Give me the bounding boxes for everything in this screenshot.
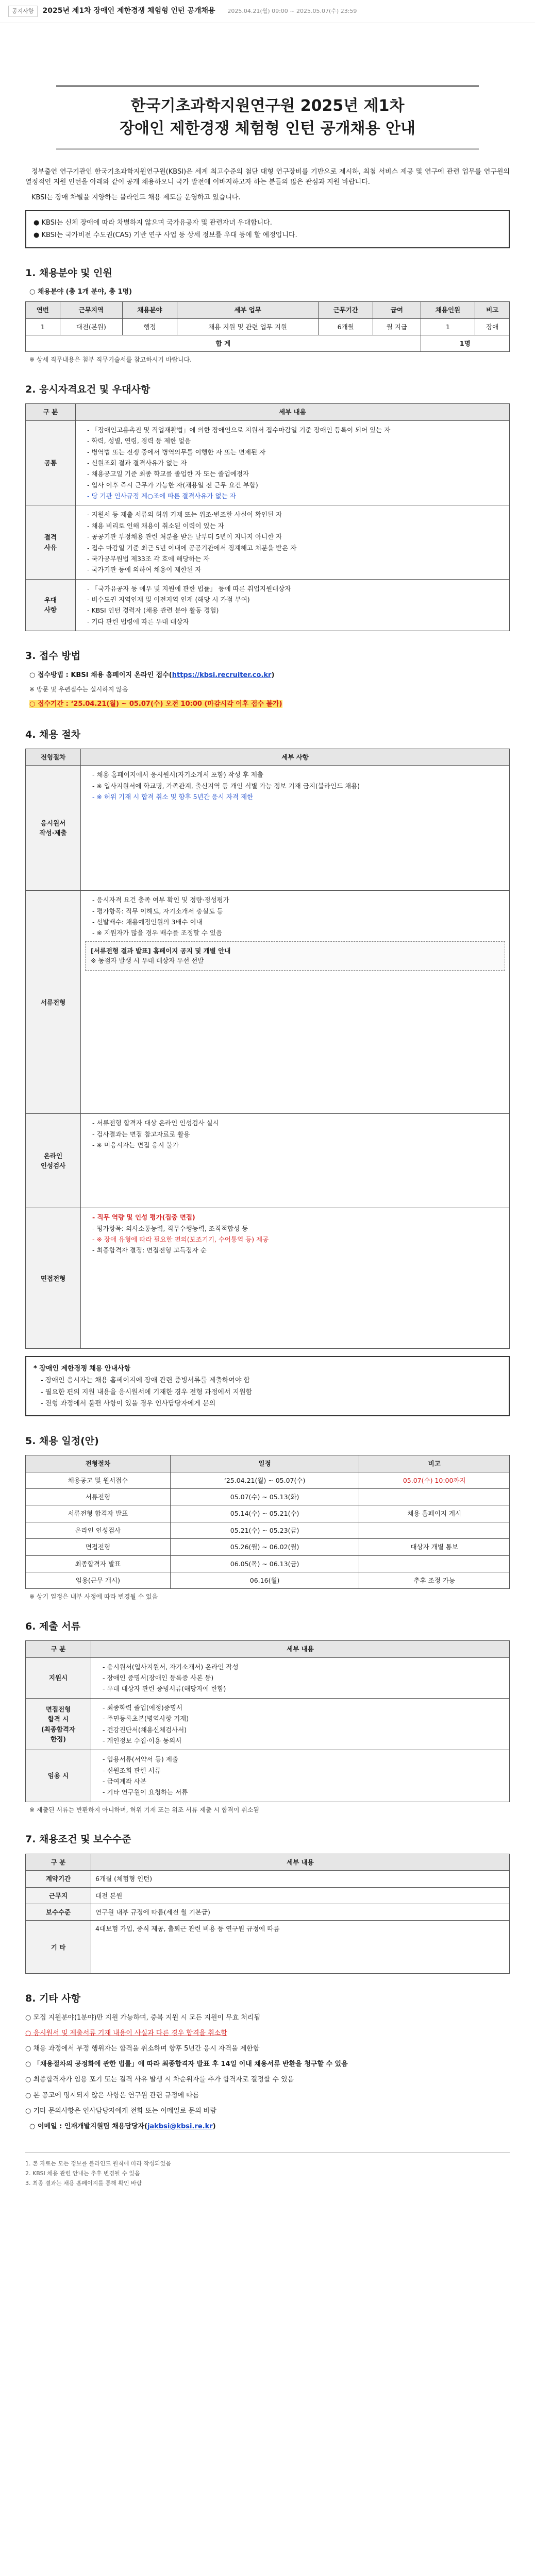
table-cell: ‘25.04.21(월) ~ 05.07(수) <box>170 1472 359 1488</box>
list-item: - 개인정보 수집·이용 동의서 <box>103 1736 505 1745</box>
section-2-title: 2. 응시자격요건 및 우대사항 <box>25 384 151 395</box>
row-label: 공통 <box>26 420 76 505</box>
table-cell <box>76 420 510 505</box>
list-item: ○ 기타 문의사항은 인사담당자에게 전화 또는 이메일로 문의 바람 <box>25 2106 510 2116</box>
list-item: ○ 본 공고에 명시되지 않은 사항은 연구원 관련 규정에 따름 <box>25 2091 510 2101</box>
table-header: 일정 <box>170 1455 359 1472</box>
table-header: 연번 <box>26 302 60 318</box>
list-item: - 입사 이후 즉시 근무가 가능한 자(채용일 전 근무 요건 부합) <box>87 480 505 490</box>
section-1-note: ※ 상세 직무내용은 첨부 직무기술서를 참고하시기 바랍니다. <box>29 356 192 364</box>
row-label: 임용 시 <box>26 1750 91 1802</box>
list-item: - 평가항목: 직무 이해도, 자기소개서 충실도 등 <box>92 906 505 916</box>
table-row <box>26 1871 510 1887</box>
table-cell <box>91 1750 510 1802</box>
list-item: - 임용서류(서약서 등) 제출 <box>103 1754 505 1764</box>
table-cell: 6개월 (체험형 인턴) <box>91 1871 510 1887</box>
row-label: 온라인 인성검사 <box>26 1114 81 1208</box>
recruitment-table <box>25 301 510 352</box>
list-item: - 서류전형 합격자 대상 온라인 인성검사 실시 <box>92 1118 505 1128</box>
row-label: 계약기간 <box>26 1871 91 1887</box>
list-item: - KBSI 인턴 경력자 (채용 관련 분야 활동 경험) <box>87 605 505 615</box>
contact-email-link[interactable]: jakbsi@kbsi.re.kr <box>147 2122 213 2130</box>
table-cell: 채용 홈페이지 게시 <box>359 1505 510 1522</box>
apply-method-suffix: ) <box>271 671 275 679</box>
apply-period <box>29 699 510 709</box>
list-item: ○ 모집 지원분야(1분야)만 지원 가능하며, 중복 지원 시 모든 지원이 무효 처리됨 <box>25 2013 510 2023</box>
list-item: - 지원서 등 제출 서류의 허위 기재 또는 위조·변조한 사실이 확인된 자 <box>87 510 505 519</box>
list-item: - 응시원서(입사지원서, 자기소개서) 온라인 작성 <box>103 1662 505 1672</box>
list-item: ○ 응시원서 및 제출서류 기재 내용이 사실과 다른 경우 합격을 취소함 <box>25 2028 510 2039</box>
table-cell <box>81 1114 510 1208</box>
list-item: - ※ 미응시자는 면접 응시 불가 <box>92 1140 505 1150</box>
disability-notice-title: * 장애인 제한경쟁 채용 안내사항 <box>34 1365 131 1373</box>
procedure-table <box>25 749 510 1349</box>
table-cell: 대전(본원) <box>60 318 122 335</box>
table-cell <box>359 1555 510 1572</box>
table-cell: 05.14(수) ~ 05.21(수) <box>170 1505 359 1522</box>
section-1-title: 1. 채용분야 및 인원 <box>25 267 112 279</box>
list-item: - 건강진단서(채용신체검사서) <box>103 1725 505 1735</box>
table-header: 비고 <box>475 302 510 318</box>
table-cell: 최종합격자 발표 <box>26 1555 171 1572</box>
list-item: - 우대 대상자 관련 증빙서류(해당자에 한함) <box>103 1684 505 1693</box>
row-label: 면접전형 <box>26 1208 81 1349</box>
table-cell: 임용(근무 개시) <box>26 1572 171 1588</box>
notice-box <box>25 210 510 248</box>
table-row <box>26 1698 510 1750</box>
table-cell <box>81 1208 510 1349</box>
list-item: - 직무 역량 및 인성 평가(집중 면접) <box>92 1212 505 1222</box>
list-item: - 채용공고일 기준 최종 학교를 졸업한 자 또는 졸업예정자 <box>87 469 505 479</box>
list-item: - 평가항목: 의사소통능력, 직무수행능력, 조직적합성 등 <box>92 1224 505 1233</box>
row-label: 보수수준 <box>26 1904 91 1921</box>
table-cell: 06.05(목) ~ 06.13(금) <box>170 1555 359 1572</box>
list-item: - ※ 지원자가 많을 경우 배수를 조정할 수 있음 <box>92 928 505 938</box>
notice-body <box>25 23 510 2188</box>
list-item: - 장애인 증명서(장애인 등록증 사본 등) <box>103 1673 505 1683</box>
table-header: 전형절차 <box>26 1455 171 1472</box>
etc-list <box>25 2013 510 2116</box>
list-item: - 응시자격 요건 충족 여부 확인 및 정량·정성평가 <box>92 895 505 905</box>
section-8-title: 8. 기타 사항 <box>25 1993 81 2005</box>
result-box <box>85 941 505 971</box>
table-header: 세부 사항 <box>81 749 510 765</box>
list-item: - 필요한 편의 지원 내용을 응시원서에 기재한 경우 전형 과정에서 지원함 <box>41 1387 501 1398</box>
list-item: - 기타 관련 법령에 따른 우대 대상자 <box>87 617 505 626</box>
list-item: - 국가공무원법 제33조 각 호에 해당하는 자 <box>87 554 505 564</box>
table-header: 세부 내용 <box>76 404 510 420</box>
table-cell <box>76 505 510 579</box>
list-item: ○ 「채용절차의 공정화에 관한 법률」에 따라 최종합격자 발표 후 14일 이내 채용서류 반환을 청구할 수 있음 <box>25 2059 510 2070</box>
conditions-table <box>25 1854 510 1974</box>
schedule-table <box>25 1455 510 1589</box>
table-cell: 서류전형 합격자 발표 <box>26 1505 171 1522</box>
list-item: - 검사결과는 면접 참고자료로 활용 <box>92 1129 505 1139</box>
table-header: 채용분야 <box>123 302 177 318</box>
table-row <box>26 579 510 631</box>
list-item: - 급여계좌 사본 <box>103 1776 505 1786</box>
table-header: 비고 <box>359 1455 510 1472</box>
table-header: 근무기간 <box>319 302 373 318</box>
section-4-title: 4. 채용 절차 <box>25 728 81 740</box>
table-cell: 연구원 내부 규정에 따름(세전 월 기본급) <box>91 1904 510 1921</box>
table-cell: 대전 본원 <box>91 1887 510 1904</box>
list-item: - 비수도권 지역인재 및 이전지역 인재 (해당 시 가점 부여) <box>87 595 505 604</box>
post-title: 2025년 제1차 장애인 제한경쟁 체험형 인턴 공개채용 <box>42 7 215 15</box>
list-item: - 최종합격자 결정: 면접전형 고득점자 순 <box>92 1245 505 1255</box>
list-item: - 신원조회 결과 결격사유가 없는 자 <box>87 458 505 468</box>
table-header: 구 분 <box>26 1641 91 1657</box>
row-label: 근무지 <box>26 1887 91 1904</box>
document-title-line-1: 한국기초과학지원연구원 2025년 제1차 <box>130 97 405 115</box>
table-total-row <box>26 335 510 352</box>
table-cell <box>91 1657 510 1698</box>
table-cell: 서류전형 <box>26 1489 171 1505</box>
row-label: 기 타 <box>26 1921 91 1974</box>
disability-notice-box <box>25 1356 510 1416</box>
apply-method-note: ※ 방문 및 우편접수는 실시하지 않음 <box>29 685 128 693</box>
table-cell: 대상자 개별 통보 <box>359 1539 510 1555</box>
table-header: 세부 내용 <box>91 1641 510 1657</box>
section-3-title: 3. 접수 방법 <box>25 650 81 662</box>
category-badge[interactable]: 공지사항 <box>8 6 38 16</box>
table-cell: 6개월 <box>319 318 373 335</box>
table-cell: 월 지급 <box>373 318 421 335</box>
footnote-line: 2. KBSI 채용 관련 안내는 추후 변경될 수 있음 <box>25 2170 140 2177</box>
table-cell <box>359 1489 510 1505</box>
table-row <box>26 1887 510 1904</box>
table-cell: 06.16(월) <box>170 1572 359 1588</box>
table-header: 세부 내용 <box>91 1854 510 1870</box>
table-cell: 행정 <box>123 318 177 335</box>
table-cell: 장애 <box>475 318 510 335</box>
list-item: - 「국가유공자 등 예우 및 지원에 관한 법률」 등에 따른 취업지원대상자 <box>87 584 505 594</box>
section-1-subtitle: ○ 채용분야 (총 1개 분야, 총 1명) <box>29 288 132 296</box>
table-row <box>26 1555 510 1572</box>
list-item: - 장애인 응시자는 채용 홈페이지에 장애 관련 증빙서류를 제출하여야 함 <box>41 1376 501 1386</box>
table-row <box>26 505 510 579</box>
contact-label: ○ 이메일 : 인재개발지원팀 채용담당자( <box>29 2122 147 2130</box>
intro-paragraph-2: KBSI는 장애 차별을 지양하는 블라인드 채용 제도를 운영하고 있습니다. <box>31 194 241 202</box>
list-item: - 학력, 성별, 연령, 경력 등 제한 없음 <box>87 436 505 446</box>
list-item: - 선발배수: 채용예정인원의 3배수 이내 <box>92 917 505 927</box>
table-row <box>26 1489 510 1505</box>
table-cell: 05.07(수) ~ 05.13(화) <box>170 1489 359 1505</box>
list-item: - 「장애인고용촉진 및 직업재활법」에 의한 장애인으로 지원서 접수마감일 기준 장애인 등록이 되어 있는 자 <box>87 425 505 435</box>
list-item: - 최종학력 졸업(예정)증명서 <box>103 1703 505 1713</box>
row-label: 지원시 <box>26 1657 91 1698</box>
table-total-value: 1명 <box>421 335 509 352</box>
documents-table <box>25 1640 510 1802</box>
table-row <box>26 318 510 335</box>
apply-method <box>29 670 510 681</box>
apply-period-text: ○ 접수기간 : ‘25.04.21(월) ~ 05.07(수) 오전 10:00 (마감시각 이후 접수 불가) <box>29 700 282 708</box>
table-header: 세부 업무 <box>177 302 319 318</box>
table-cell <box>91 1698 510 1750</box>
table-row <box>26 1657 510 1698</box>
table-header: 급여 <box>373 302 421 318</box>
table-cell <box>359 1522 510 1538</box>
table-header: 구 분 <box>26 1854 91 1870</box>
table-cell <box>81 891 510 1114</box>
list-item: - ※ 장애 유형에 따라 필요한 편의(보조기기, 수어통역 등) 제공 <box>92 1234 505 1244</box>
list-item: - 전형 과정에서 불편 사항이 있을 경우 인사담당자에게 문의 <box>41 1399 501 1409</box>
table-row <box>26 1921 510 1974</box>
row-label: 결격 사유 <box>26 505 76 579</box>
table-row <box>26 1572 510 1588</box>
list-item: - 병역법 또는 전쟁 중에서 병역의무를 이행한 자 또는 면제된 자 <box>87 447 505 457</box>
table-cell: 온라인 인성검사 <box>26 1522 171 1538</box>
notice-box-line-1: ● KBSI는 신체 장애에 따라 차별하지 않으며 국가유공자 및 관련자녀 우대합니다. <box>34 219 272 227</box>
list-item: - 기타 연구원이 요청하는 서류 <box>103 1787 505 1797</box>
post-header <box>0 0 535 23</box>
list-item: - 공공기관 부정채용 관련 처분을 받은 날부터 5년이 지나지 아니한 자 <box>87 532 505 541</box>
footnote-line: 3. 최종 결과는 채용 홈페이지를 통해 확인 바람 <box>25 2180 142 2187</box>
table-cell: 4대보험 가입, 중식 제공, 출퇴근 관련 비용 등 연구원 규정에 따름 <box>91 1921 510 1974</box>
table-header: 전형절차 <box>26 749 81 765</box>
list-item: - 당 기관 인사규정 제○조에 따른 결격사유가 없는 자 <box>87 491 505 501</box>
row-label: 서류전형 <box>26 891 81 1114</box>
section-6-note: ※ 제출된 서류는 반환하지 아니하며, 허위 기재 또는 위조 서류 제출 시 합격이 취소됨 <box>29 1806 259 1814</box>
recruit-site-link[interactable]: https://kbsi.recruiter.co.kr <box>172 671 272 679</box>
table-cell: 05.07(수) 10:00까지 <box>359 1472 510 1488</box>
list-item: - 접수 마감일 기준 최근 5년 이내에 공공기관에서 징계해고 처분을 받은 자 <box>87 543 505 553</box>
list-item: - 채용 홈페이지에서 응시원서(자기소개서 포함) 작성 후 제출 <box>92 770 505 779</box>
apply-method-label: ○ 접수방법 : KBSI 채용 홈페이지 온라인 접수( <box>29 671 172 679</box>
list-item: ○ 채용 과정에서 부정 행위자는 합격을 취소하며 향후 5년간 응시 자격을 제한함 <box>25 2044 510 2054</box>
notice-box-line-2: ● KBSI는 국가비전 수도권(CAS) 기반 연구 사업 등 상세 정보를 우대 등에 할 예정입니다. <box>34 231 297 239</box>
row-label: 면접전형 합격 시 (최종합격자 한정) <box>26 1698 91 1750</box>
section-5-note: ※ 상기 일정은 내부 사정에 따라 변경될 수 있음 <box>29 1593 158 1601</box>
table-cell <box>76 579 510 631</box>
document-title <box>56 85 479 149</box>
table-cell: 추후 조정 가능 <box>359 1572 510 1588</box>
table-cell: 채용공고 및 원서접수 <box>26 1472 171 1488</box>
table-cell <box>81 766 510 891</box>
document-title-line-2: 장애인 제한경쟁 체험형 인턴 공개채용 안내 <box>120 119 415 138</box>
table-cell: 채용 지원 및 관련 업무 지원 <box>177 318 319 335</box>
table-row <box>26 1539 510 1555</box>
table-row <box>26 420 510 505</box>
row-label: 응시원서 작성·제출 <box>26 766 81 891</box>
footnote <box>25 2153 510 2188</box>
table-row <box>26 766 510 891</box>
table-total-label: 합 계 <box>26 335 421 352</box>
contact-suffix: ) <box>212 2122 216 2130</box>
list-item: - ※ 허위 기재 시 합격 취소 및 향후 5년간 응시 자격 제한 <box>92 792 505 802</box>
table-row <box>26 1208 510 1349</box>
footnote-line: 1. 본 자료는 모든 정보를 블라인드 원칙에 따라 작성되었음 <box>25 2160 171 2167</box>
table-header: 채용인원 <box>421 302 475 318</box>
table-cell: 면접전형 <box>26 1539 171 1555</box>
table-header: 근무지역 <box>60 302 122 318</box>
table-row <box>26 1505 510 1522</box>
result-box-title: [서류전형 결과 발표] 홈페이지 공지 및 개별 안내 <box>91 946 231 955</box>
table-row <box>26 1472 510 1488</box>
table-row <box>26 1522 510 1538</box>
table-cell: 05.26(월) ~ 06.02(월) <box>170 1539 359 1555</box>
list-item: - 채용 비리로 인해 채용이 취소된 이력이 있는 자 <box>87 521 505 531</box>
table-cell: 1 <box>421 318 475 335</box>
list-item: ○ 최종합격자가 임용 포기 또는 결격 사유 발생 시 차순위자를 추가 합격자로 결정할 수 있음 <box>25 2075 510 2085</box>
eligibility-table <box>25 403 510 631</box>
section-6-title: 6. 제출 서류 <box>25 1620 81 1632</box>
result-box-note: ※ 동점자 발생 시 우대 대상자 우선 선발 <box>91 957 204 965</box>
intro-paragraph: 정부출연 연구기관인 한국기초과학지원연구원(KBSI)은 세계 최고수준의 첨단 대형 연구장비를 기반으로 제시하, 최첨 서비스 제공 및 연구에 관련 업무를 연구원의 열정적인 지원 인턴을 아래와 같이 공개 채용하오니 국가 발전에 이바지하고자 하는 분들의 많은 관심과 지원 바랍니다. <box>25 168 510 187</box>
table-cell: 05.21(수) ~ 05.23(금) <box>170 1522 359 1538</box>
row-label: 우대 사항 <box>26 579 76 631</box>
contact-line <box>29 2122 510 2132</box>
table-header: 구 분 <box>26 404 76 420</box>
post-date-range: 2025.04.21(월) 09:00 ~ 2025.05.07(수) 23:59 <box>227 8 357 15</box>
section-7-title: 7. 채용조건 및 보수수준 <box>25 1834 131 1845</box>
list-item: - 신원조회 관련 서류 <box>103 1766 505 1775</box>
table-row <box>26 1114 510 1208</box>
section-5-title: 5. 채용 일정(안) <box>25 1435 99 1447</box>
table-row <box>26 1750 510 1802</box>
list-item: - 주민등록초본(병역사항 기재) <box>103 1714 505 1723</box>
list-item: - ※ 입사지원서에 학교명, 가족관계, 출신지역 등 개인 식별 가능 정보 기재 금지(블라인드 채용) <box>92 781 505 791</box>
table-row <box>26 1904 510 1921</box>
list-item: - 국가기관 등에 의하여 채용이 제한된 자 <box>87 565 505 574</box>
table-cell: 1 <box>26 318 60 335</box>
table-row <box>26 891 510 1114</box>
